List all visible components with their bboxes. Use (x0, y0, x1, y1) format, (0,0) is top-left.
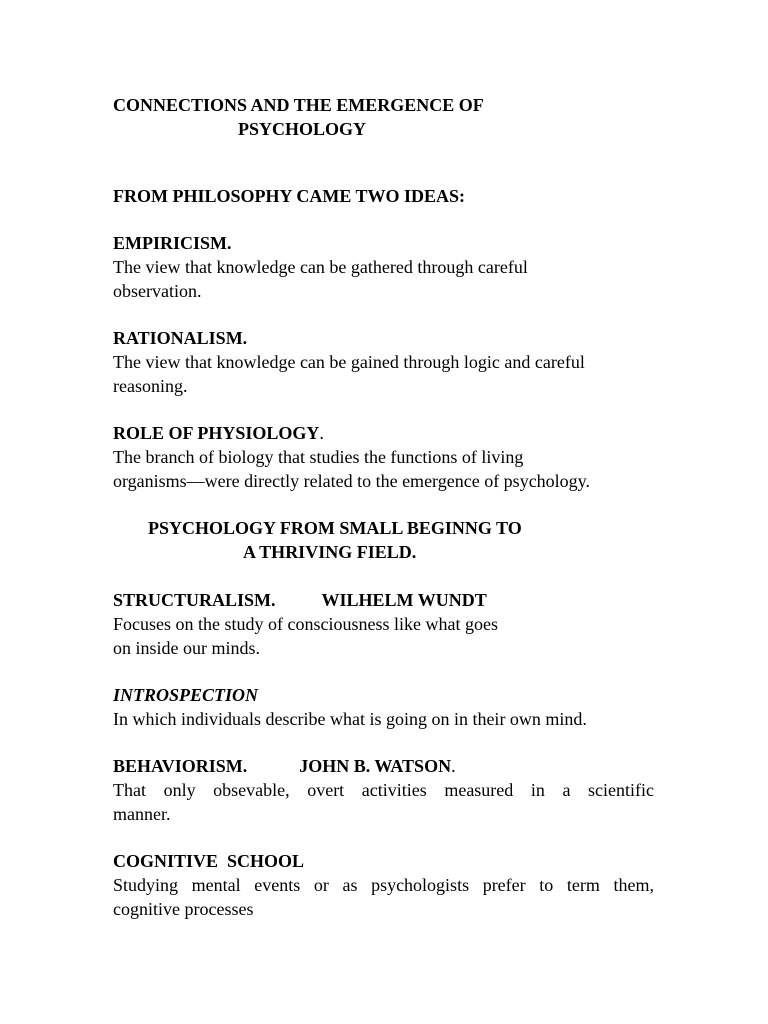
physiology-heading-text: ROLE OF PHYSIOLOGY (113, 423, 320, 443)
rationalism-text-line: reasoning. (113, 376, 188, 396)
cognitive-heading: COGNITIVE SCHOOL (113, 851, 305, 871)
cognitive-text-line: cognitive processes (113, 899, 254, 919)
intro-heading: FROM PHILOSOPHY CAME TWO IDEAS: (113, 186, 466, 206)
physiology-heading-period: . (319, 423, 324, 443)
physiology-text-line: organisms—were directly related to the emergence of psychology. (113, 471, 591, 491)
behaviorism-heading-text: BEHAVIORISM. (113, 756, 248, 776)
behaviorism-person-period: . (451, 756, 456, 776)
rationalism-heading: RATIONALISM. (113, 328, 248, 348)
structuralism-person: WILHELM WUNDT (321, 590, 487, 610)
structuralism-heading-text: STRUCTURALISM. (113, 590, 276, 610)
structuralism-text-line: Focuses on the study of consciousness like what goes (113, 614, 498, 634)
introspection-heading: INTROSPECTION (113, 685, 259, 705)
behaviorism-heading (113, 755, 456, 777)
cognitive-text-line: Studying mental events or as psychologists prefer to term them, (113, 875, 654, 895)
empiricism-text-line: observation. (113, 281, 202, 301)
behaviorism-person: JOHN B. WATSON (299, 756, 452, 776)
title-line-1: CONNECTIONS AND THE EMERGENCE OF (113, 95, 484, 115)
subtitle-line-1: PSYCHOLOGY FROM SMALL BEGINNG TO (148, 518, 522, 538)
empiricism-text-line: The view that knowledge can be gathered through careful (113, 257, 528, 277)
structuralism-heading (113, 589, 487, 611)
subtitle-line-2: A THRIVING FIELD. (243, 542, 417, 562)
physiology-heading (113, 422, 324, 444)
empiricism-heading: EMPIRICISM. (113, 233, 232, 253)
physiology-text-line: The branch of biology that studies the functions of living (113, 447, 524, 467)
rationalism-text-line: The view that knowledge can be gained through logic and careful (113, 352, 585, 372)
introspection-text-line: In which individuals describe what is going on in their own mind. (113, 709, 587, 729)
behaviorism-text-line: manner. (113, 804, 171, 824)
title-line-2: PSYCHOLOGY (238, 119, 367, 139)
structuralism-text-line: on inside our minds. (113, 638, 260, 658)
behaviorism-text-line: That only obsevable, overt activities measured in a scientific (113, 780, 654, 800)
